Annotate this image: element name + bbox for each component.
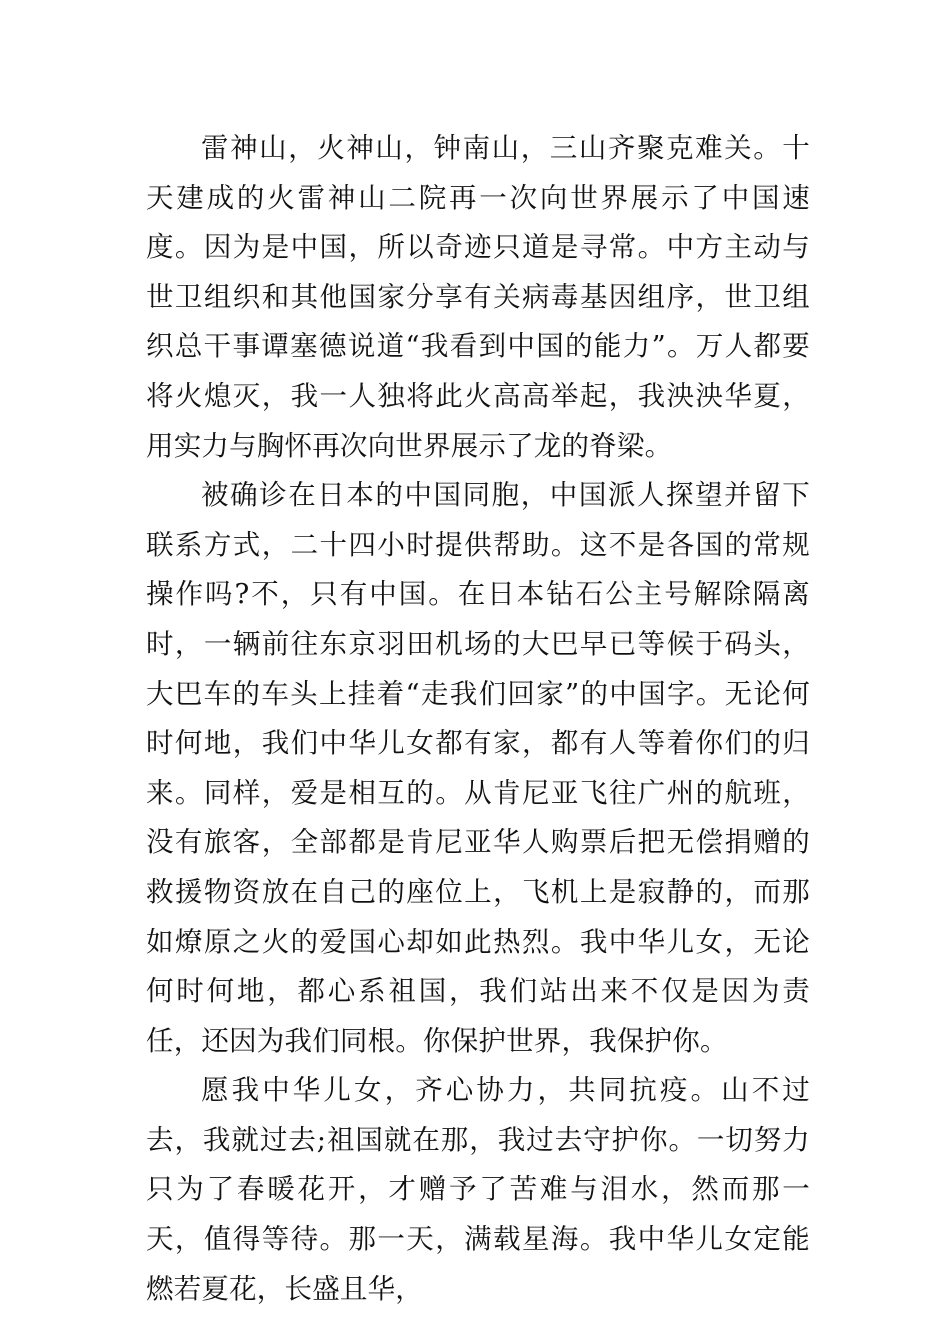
paragraph-1: 雷神山，火神山，钟南山，三山齐聚克难关。十天建成的火雷神山二院再一次向世界展示了中国速度。因为是中国，所以奇迹只道是寻常。中方主动与世卫组织和其他国家分享有关病毒基因组序，世卫组织总干事谭塞德说道“我看到中国的能力”。万人都要将火熄灭，我一人独将此火高高举起，我泱泱华夏，用实力与胸怀再次向世界展示了龙的脊梁。 — [146, 132, 810, 462]
paragraph-3: 愿我中华儿女，齐心协力，共同抗疫。山不过去，我就过去;祖国就在那，我过去守护你。一切努力只为了春暖花开，才赠予了苦难与泪水，然而那一天，值得等待。那一天，满载星海。我中华儿女定能燃若夏花，长盛且华， — [146, 1074, 810, 1305]
paragraph-2: 被确诊在日本的中国同胞，中国派人探望并留下联系方式，二十四小时提供帮助。这不是各国的常规操作吗?不，只有中国。在日本钻石公主号解除隔离时，一辆前往东京羽田机场的大巴早已等候于码头，大巴车的车头上挂着“走我们回家”的中国字。无论何时何地，我们中华儿女都有家，都有人等着你们的归来。同样，爱是相互的。从肯尼亚飞往广州的航班，没有旅客，全部都是肯尼亚华人购票后把无偿捐赠的救援物资放在自己的座位上，飞机上是寂静的，而那如燎原之火的爱国心却如此热烈。我中华儿女，无论何时何地，都心系祖国，我们站出来不仅是因为责任，还因为我们同根。你保护世界，我保护你。 — [146, 479, 810, 1057]
document-body — [146, 124, 810, 1314]
